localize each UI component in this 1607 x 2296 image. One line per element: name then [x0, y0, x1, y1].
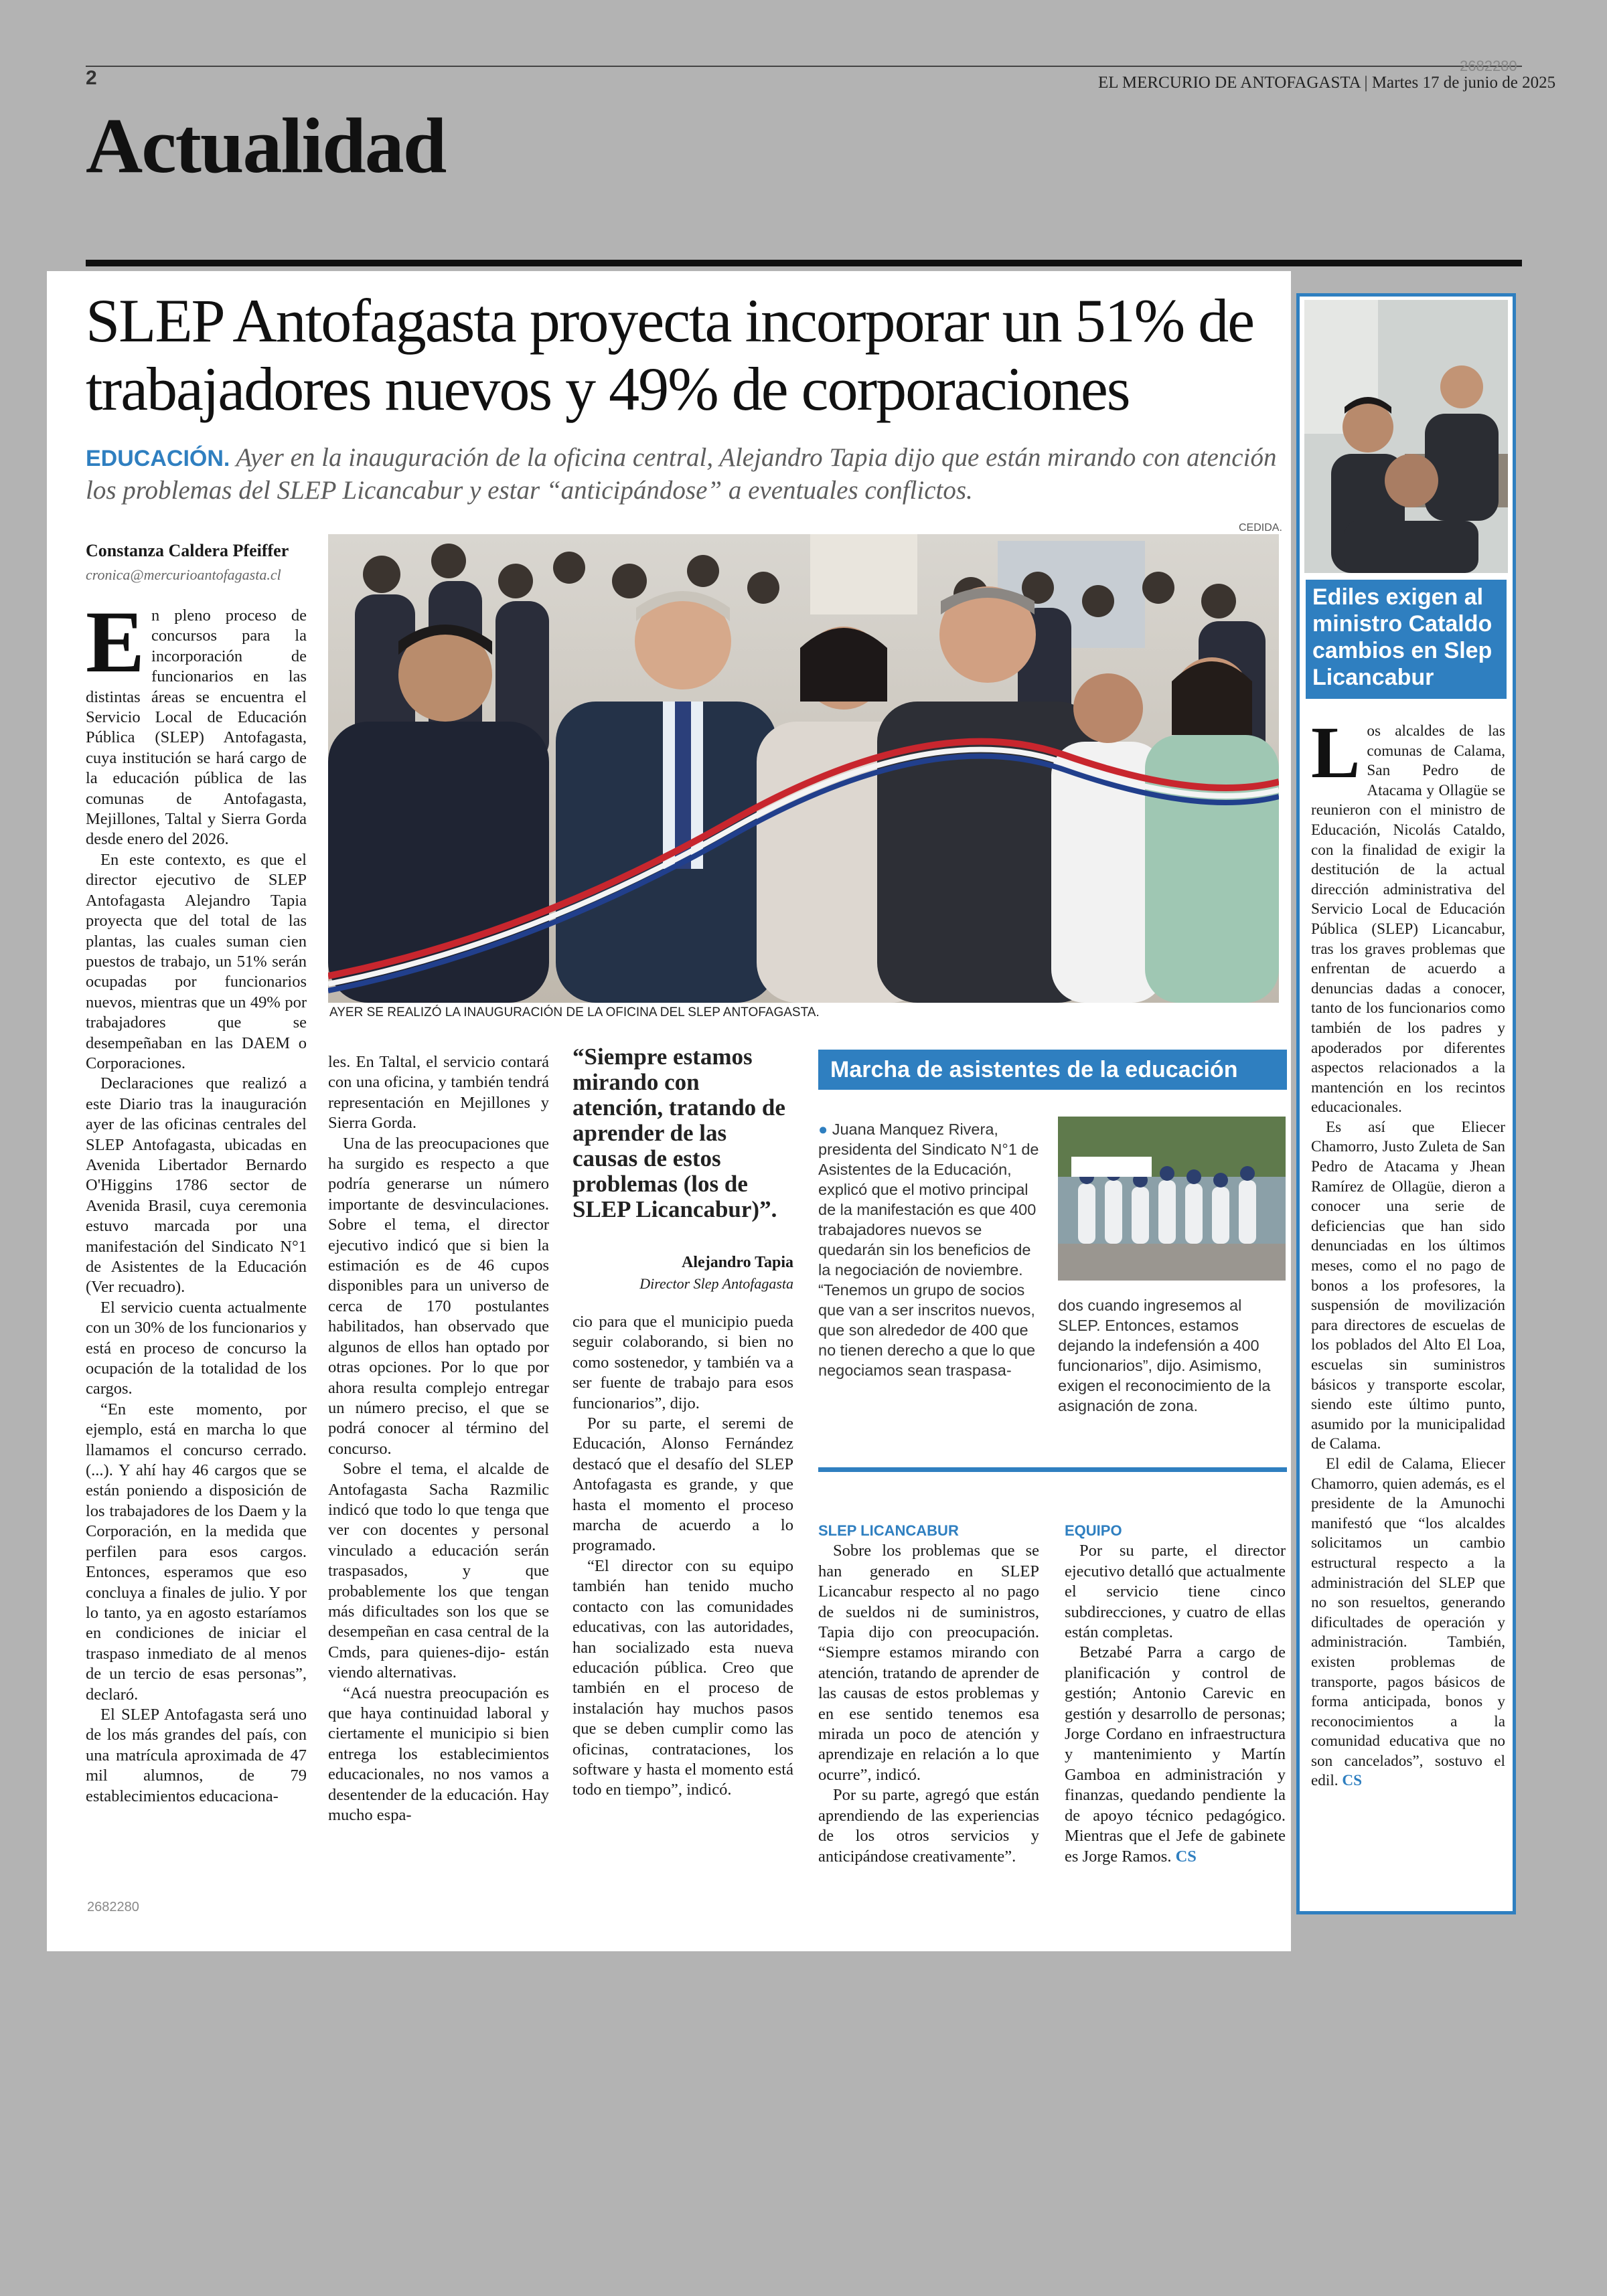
clip-id-bottom: 2682280 — [87, 1900, 139, 1914]
headline: SLEP Antofagasta proyecta incorporar un 51% de trabajadores nuevos y 49% de corporaciones — [86, 286, 1254, 423]
paragraph: cio para que el municipio pueda seguir colaborando, si bien no como sostenedor, y también va a ser fuente de trabajo para esos funcionarios”, dijo. — [572, 1313, 793, 1412]
paragraph: Es así que Eliecer Chamorro, Justo Zuleta de San Pedro de Atacama y Jhean Ramírez de Ollagüe, dieron a conocer una serie de deficiencias que han sido denunciadas en los últimos meses, como el no pago de bonos a los profesores, la suspensión de movilización para directores de escuelas de los poblados del Alto El Loa, escuelas sin suministros básicos y transporte escolar, siendo este último punto, asumido por la municipalidad de Calama. — [1311, 1118, 1505, 1453]
quote-author: Alejandro Tapia — [682, 1254, 793, 1271]
masthead: EL MERCURIO DE ANTOFAGASTA | Martes 17 de junio de 2025 — [1098, 74, 1556, 92]
paragraph: Por su parte, el director ejecutivo detalló que actualmente el servicio tiene cinco subdirecciones, y cuatro de ellas están completas. — [1065, 1542, 1286, 1642]
end-mark-icon: CS — [1342, 1772, 1363, 1790]
bullet-icon: ● — [818, 1121, 832, 1138]
dropcap: E — [86, 592, 145, 691]
subsection-equipo — [1065, 1521, 1286, 1867]
box-text-left: ● Juana Manquez Rivera, presidenta del Sindicato N°1 de Asistentes de la Educación, explicó que el motivo principal de la manifestación es que 400 trabajadores nuevos se quedarán sin los beneficios de la negociación de noviembre. “Tenemos un grupo de socios que van a ser inscritos nuevos, que son alrededor de 400 que no tienen derecho a que lo que negociamos sean traspasa- — [818, 1121, 1039, 1379]
paragraph: Betzabé Parra a cargo de planificación y control de gestión; Antonio Carevic en gestión y desarrollo de personas; Jorge Cordano en infraestructura y mantenimiento y Martín Gamboa en administración y finanzas, quedando pendiente la de apoyo técnico pedagógico. Mientras que el Jefe de gabinete es Jorge Ramos. CS — [1065, 1643, 1286, 1866]
inauguration-photo — [328, 534, 1279, 1003]
march-photo — [1058, 1117, 1286, 1281]
author-name: Constanza Caldera Pfeiffer — [86, 541, 289, 560]
paragraph: “En este momento, por ejemplo, está en marcha lo que llamamos el concurso cerrado. (...). Y ahí hay 46 cargos que se están poniendo a disposición de los trabajadores de los Daem y la Corporación, en la medida que perfilen para esos cargos. Entonces, esperamos que eso concluya a finales de julio. Y por lo tanto, ya en agosto estaríamos en condiciones de iniciar el traspaso inmediato de al menos de un tercio de esas personas”, declaró. — [86, 1400, 307, 1704]
dek-text: Ayer en la inauguración de la oficina central, Alejandro Tapia dijo que están mirando con atención los problemas del SLEP Licancabur y estar “anticipándose” a eventuales conflictos. — [86, 443, 1277, 505]
photo-caption: AYER SE REALIZÓ LA INAUGURACIÓN DE LA OFICINA DEL SLEP ANTOFAGASTA. — [329, 1005, 820, 1019]
paragraph: El SLEP Antofagasta será uno de los más grandes del país, con una matrícula aproximada de 47 mil alumnos, de 79 establecimientos educaciona- — [86, 1705, 307, 1805]
sidebar-title: Ediles exigen al ministro Cataldo cambios en Slep Licancabur — [1306, 580, 1507, 699]
paragraph: En este contexto, es que el director ejecutivo de SLEP Antofagasta Alejandro Tapia proyecta que del total de las plantas, las cuales suman cien puestos de trabajo, un 51% serán ocupadas por funcionarios nuevos, mientras que un 49% por trabajadores que se desempeñaban en las DAEM o Corporaciones. — [86, 850, 307, 1072]
body-column-1 — [86, 592, 307, 1807]
paragraph: Por su parte, agregó que están aprendiendo de las experiencias de los otros servicios y anticipándose creativamente”. — [818, 1786, 1039, 1866]
quote-role: Director Slep Antofagasta — [639, 1275, 793, 1292]
page-number: 2 — [86, 67, 97, 89]
body-column-3 — [572, 1312, 793, 1801]
paragraph: les. En Taltal, el servicio contará con una oficina, y también tendrá representación en Mejillones y Sierra Gorda. — [328, 1053, 549, 1133]
clip-id-top: 2682280 — [1460, 58, 1517, 74]
top-rule — [86, 66, 1522, 67]
paragraph: El edil de Calama, Eliecer Chamorro, quien además, es el presidente de la Amunochi manifestó que “los alcaldes solicitamos un cambio estructural respecto a la administración del SLEP que no son resueltos, generando dificultades de operación y administración. También, existen problemas de transporte, pagos básicos de forma anticipada, bonos y reconocimientos a la comunidad educativa que no son cancelados”, sostuvo el edil. CS — [1311, 1455, 1505, 1790]
paragraph: Los alcaldes de las comunas de Calama, San Pedro de Atacama y Ollagüe se reunieron con el ministro de Educación, Nicolás Cataldo, con la finalidad de exigir la destitución de la actual dirección administrativa del Servicio Local de Educación Pública (SLEP) Licancabur, tras los graves problemas que enfrentan de acuerdo a denuncias dadas a conocer, tanto de los funcionarios como también de los padres y apoderados por diferentes aspectos relacionados a la mantención en los recintos educacionales. — [1311, 712, 1505, 1117]
paragraph: “Acá nuestra preocupación es que haya continuidad laboral y ciertamente el municipio si bien entrega los establecimientos educacionales, no nos vamos a desentender de la educación. Hay mucho espa- — [328, 1684, 549, 1825]
dek — [86, 442, 1278, 507]
inauguration-photo-illustration — [328, 534, 1279, 1003]
subsection-title: SLEP LICANCABUR — [818, 1522, 959, 1539]
subsection-licancabur — [818, 1521, 1039, 1867]
box-text-right: dos cuando ingresemos al SLEP. Entonces, estamos dejando la indefensión a 400 funcionarios”, dijo. Asimismo, exigen el reconocimiento de la asignación de zona. — [1058, 1297, 1271, 1414]
sidebar-photo — [1304, 300, 1508, 573]
body-column-2 — [328, 1052, 549, 1825]
paragraph: Sobre el tema, el alcalde de Antofagasta Sacha Razmilic indicó que todo lo que tenga que ver con docentes y personal vinculado a educación serán traspasados, y que probablemente los que tengan más dificultades son los que se desempeñan en casa central de la Cmds, para quienes-dijo- están viendo alternativas. — [328, 1460, 549, 1682]
pull-quote: “Siempre estamos mirando con atención, tratando de aprender de las causas de estos problemas (los de SLEP Licancabur)”. — [572, 1044, 785, 1222]
photo-credit: CEDIDA. — [1239, 522, 1282, 534]
paragraph: Declaraciones que realizó a este Diario tras la inauguración ayer de las oficinas centrales del SLEP Antofagasta, ubicadas en Avenida Libertador Bernardo O'Higgins 1786 sector de Avenida Brasil, cuya ceremonia estuvo marcada por una manifestación del Sindicato N°1 de Asistentes de la Educación (Ver recuadro). — [86, 1074, 307, 1297]
paragraph: Por su parte, el seremi de Educación, Alonso Fernández destacó que el desafío del SLEP Antofagasta es grande, y que hasta el momento el proceso marcha de acuerdo a lo programado. — [572, 1414, 793, 1555]
paragraph: Sobre los problemas que se han generado en SLEP Licancabur respecto al no pago de sueldos ni de suministros, Tapia dijo con preocupación. “Siempre estamos mirando con atención, tratando de aprender de las causas de estos problemas y en ese sentido tenemos esa mirada un poco de atención y aprendizaje en relación a lo que ocurre”, indicó. — [818, 1542, 1039, 1784]
sidebar-body — [1311, 712, 1505, 1791]
paragraph: “El director con su equipo también han tenido mucho contacto con las comunidades educativas, con las autoridades, han socializado esta nueva educación pública. Creo que también en el proceso de instalación hay muchos pasos que se deben cumplir como las oficinas, contrataciones, los software y hasta el momento está todo en tiempo”, indicó. — [572, 1556, 793, 1799]
sidebar-photo-illustration — [1304, 300, 1508, 573]
author-email[interactable]: cronica@mercurioantofagasta.cl — [86, 566, 281, 583]
section-rule — [86, 260, 1522, 266]
sidebar-dropcap: L — [1311, 712, 1361, 793]
subsection-title: EQUIPO — [1065, 1522, 1122, 1539]
end-mark-icon: CS — [1175, 1847, 1197, 1866]
paragraph: En pleno proceso de concursos para la incorporación de funcionarios en las distintas áreas se encuentra el Servicio Local de Educación Pública (SLEP) Antofagasta, cuya institución se hará cargo de la educación pública de las comunas de Antofagasta, Mejillones, Taltal y Sierra Gorda desde enero del 2026. — [86, 592, 307, 849]
kicker: EDUCACIÓN. — [86, 446, 230, 471]
box-divider — [818, 1467, 1287, 1472]
march-photo-illustration — [1058, 1117, 1286, 1281]
paragraph: Una de las preocupaciones que ha surgido es respecto a que podría generarse un número importante de desvinculaciones. Sobre el tema, el director ejecutivo indicó que si bien la estimación es de 46 cupos disponibles para un universo de cerca de 170 postulantes habilitados, han observado que algunos de ellos han optado por otras opciones. Por lo que por ahora resulta complejo entregar un número preciso, el que se podrá conocer al término del concurso. — [328, 1134, 549, 1458]
section-title: Actualidad — [86, 102, 446, 189]
box-title: Marcha de asistentes de la educación — [818, 1050, 1287, 1090]
paragraph: El servicio cuenta actualmente con un 30% de los funcionarios y está en proceso de concurso la ocupación de la totalidad de los cargos. — [86, 1298, 307, 1398]
